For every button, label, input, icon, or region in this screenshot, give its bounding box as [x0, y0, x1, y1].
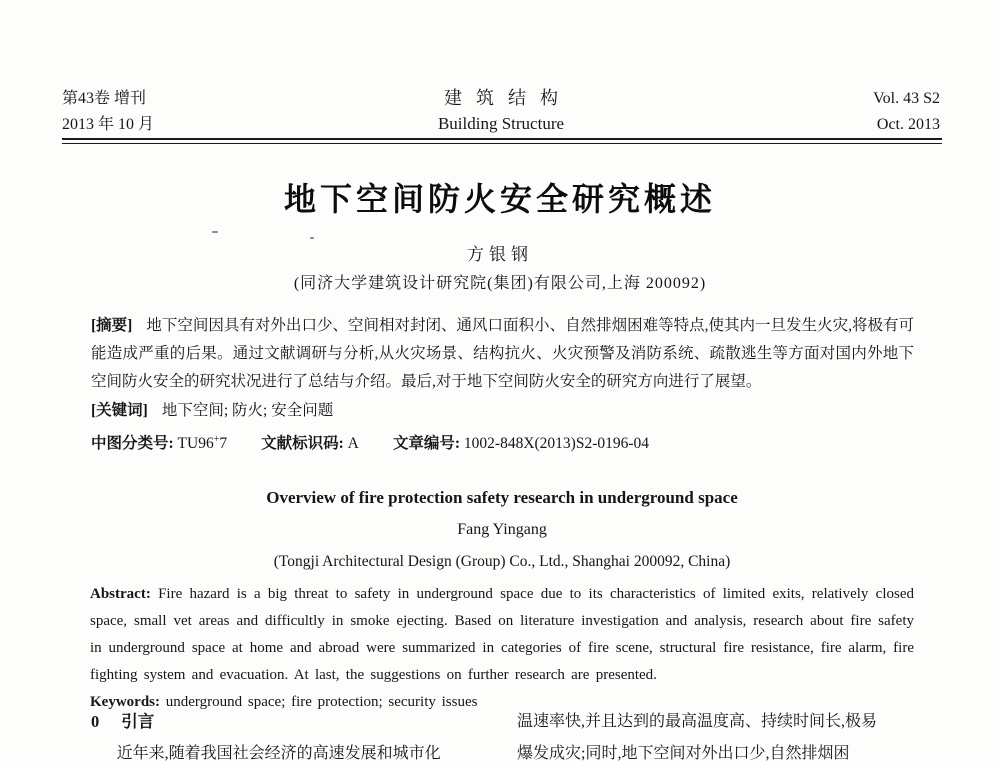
- right-column: [517, 706, 915, 762]
- keywords-cn-text: 地下空间; 防火; 安全问题: [161, 402, 334, 419]
- affiliation-cn: (同济大学建筑设计研究院(集团)有限公司,上海 200092): [293, 275, 707, 292]
- scan-speck: [212, 231, 218, 233]
- clc-superscript: +: [213, 434, 220, 445]
- journal-volume-cn: 第43卷 增刊: [62, 90, 147, 107]
- doc-code-label: 文献标识码:: [261, 435, 344, 453]
- article-no-value: 1002-848X(2013)S2-0196-04: [463, 435, 650, 453]
- english-block: [90, 486, 914, 716]
- abstract-en-label: Abstract:: [90, 586, 151, 602]
- right-column-line: 爆发成灾;同时,地下空间对外出口少,自然排烟困: [517, 745, 850, 762]
- journal-header-right: [720, 86, 940, 138]
- abstract-en: [90, 581, 914, 689]
- article-no-label: 文章编号:: [392, 435, 461, 453]
- journal-header: [62, 86, 940, 138]
- header-divider: [62, 138, 942, 144]
- left-column-paragraph: 近年来,随着我国社会经济的高速发展和城市化: [116, 745, 441, 762]
- clc-label: 中图分类号:: [91, 435, 174, 453]
- abstract-cn-label: [摘要]: [91, 317, 133, 334]
- journal-date-cn: 2013 年 10 月: [62, 116, 155, 133]
- scan-speck: [310, 237, 314, 239]
- doc-code-value: A: [347, 435, 359, 453]
- keywords-en-label: Keywords:: [90, 694, 160, 710]
- author-cn: 方银钢: [467, 245, 533, 264]
- abstract-en-text: Fire hazard is a big threat to safety in underground space due to its characteristics of limited exits, relatively closed space, small vet areas and difficultly in smoke ejecting. Based on literature investigation and analysis, research about fire safety in underground space at home and abroad were summarized in categories of fire scene, structural fire resistance, fire alarm, fire fighting system and evacuation. At last, the suggestions on further research are presented.: [90, 586, 914, 683]
- section-heading: [91, 706, 489, 738]
- paper-title-cn: 地下空间防火安全研究概述: [283, 181, 716, 217]
- left-column: [91, 706, 489, 762]
- clc-value: TU96+7: [177, 434, 228, 453]
- keywords-cn: [91, 397, 914, 425]
- abstract-cn: [91, 312, 914, 396]
- journal-date-en: Oct. 2013: [876, 116, 940, 133]
- keywords-cn-label: [关键词]: [91, 402, 148, 419]
- keywords-en-text: underground space; fire protection; security issues: [165, 694, 478, 710]
- section-title: 引言: [121, 712, 155, 731]
- journal-header-center: [282, 86, 720, 138]
- right-column-line: 温速率快,并且达到的最高温度高、持续时间长,极易: [517, 713, 878, 730]
- journal-name-en: Building Structure: [437, 114, 565, 133]
- section-number: 0: [91, 712, 100, 731]
- article-meta-line: [91, 426, 914, 458]
- chinese-abstract-block: [91, 312, 914, 458]
- body-columns: [91, 706, 915, 762]
- journal-header-left: [62, 86, 282, 138]
- affiliation-en: (Tongji Architectural Design (Group) Co., Ltd., Shanghai 200092, China): [273, 553, 731, 570]
- journal-volume-en: Vol. 43 S2: [873, 90, 940, 107]
- paper-title-en: Overview of fire protection safety research in underground space: [266, 488, 738, 507]
- author-en: Fang Yingang: [457, 521, 547, 538]
- journal-name-cn: 建筑结构: [444, 88, 572, 108]
- abstract-cn-text: 地下空间因具有对外出口少、空间相对封闭、通风口面积小、自然排烟困难等特点,使其内一旦发生火灾,将极有可能造成严重的后果。通过文献调研与分析,从火灾场景、结构抗火、火灾预警及消防系统、疏散逃生等方面对国内外地下空间防火安全的研究状况进行了总结与介绍。最后,对于地下空间防火安全的研究方向进行了展望。: [91, 317, 914, 390]
